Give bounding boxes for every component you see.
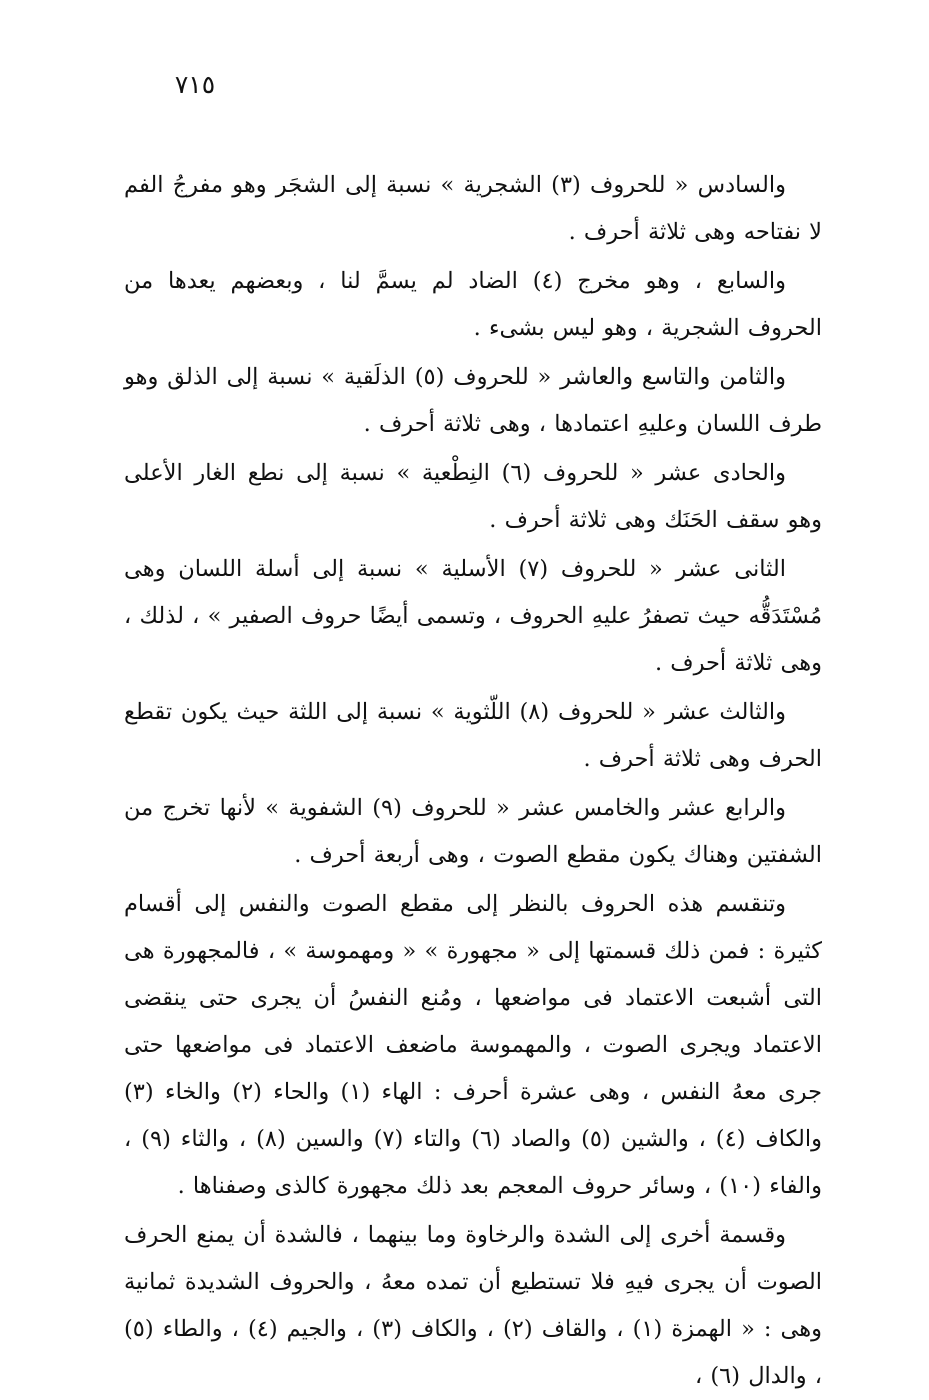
paragraph-nitiya: والحادى عشر « للحروف (٦) النِطْعية » نسبة إلى نطع الغار الأعلى وهو سقف الحَنَك وهى ثلاثة أحرف .: [124, 460, 822, 533]
page-number: ٧١٥: [174, 70, 216, 99]
page-body: [124, 162, 822, 1400]
paragraph-asaliya: الثانى عشر « للحروف (٧) الأسلية » نسبة إلى أسلة اللسان وهى مُسْتَدَقُّه حيث تصفرُ عليهِ الحروف ، وتسمى أيضًا حروف الصفير » ، لذلك ، وهى ثلاثة أحرف .: [124, 556, 822, 676]
paragraph-dhalaqiya: والثامن والتاسع والعاشر « للحروف (٥) الذلَقية » نسبة إلى الذلق وهو طرف اللسان وعليهِ اعتمادها ، وهى ثلاثة أحرف .: [124, 364, 822, 437]
paragraph-sixth-shajariya: والسادس « للحروف (٣) الشجرية » نسبة إلى الشجَر وهو مفرجُ الفم لا نفتاحه وهى ثلاثة أحرف .: [124, 172, 822, 245]
paragraph-majhura-mahmusa: وتنقسم هذه الحروف بالنظر إلى مقطع الصوت والنفس إلى أقسام كثيرة : فمن ذلك قسمتها إلى « مجهورة » « ومهموسة » ، فالمجهورة هى التى أشبعت الاعتماد فى مواضعها ، ومُنع النفسُ أن يجرى حتى ينقضى الاعتماد ويجرى الصوت ، والمهموسة ماضعف الاعتماد فى مواضعها حتى جرى معهُ النفس ، وهى عشرة أحرف : الهاء (١) والحاء (٢) والخاء (٣) والكاف (٤) ، والشين (٥) والصاد (٦) والتاء (٧) والسين (٨) ، والثاء (٩) ، والفاء (١٠) ، وسائر حروف المعجم بعد ذلك مجهورة كالذى وصفناها .: [124, 891, 823, 1199]
paragraph-seventh-dad: والسابع ، وهو مخرج (٤) الضاد لم يسمَّ لنا ، وبعضهم يعدها من الحروف الشجرية ، وهو ليس بشىء .: [124, 268, 822, 341]
paragraph-shafawiya: والرابع عشر والخامس عشر « للحروف (٩) الشفوية » لأنها تخرج من الشفتين وهناك يكون مقطع الصوت ، وهى أربعة أحرف .: [124, 795, 822, 868]
paragraph-shidda-rakhawa: وقسمة أخرى إلى الشدة والرخاوة وما بينهما ، فالشدة أن يمنع الحرف الصوت أن يجرى فيهِ فلا تستطيع أن تمده معهُ ، والحروف الشديدة ثمانية وهى : « الهمزة (١) ، والقاف (٢) ، والكاف (٣) ، والجيم (٤) ، والطاء (٥) ، والدال (٦) ،: [124, 1222, 823, 1389]
paragraph-lathawiya: والثالث عشر « للحروف (٨) اللّثوية » نسبة إلى اللثة حيث يكون تقطع الحرف وهى ثلاثة أحرف .: [124, 699, 822, 772]
